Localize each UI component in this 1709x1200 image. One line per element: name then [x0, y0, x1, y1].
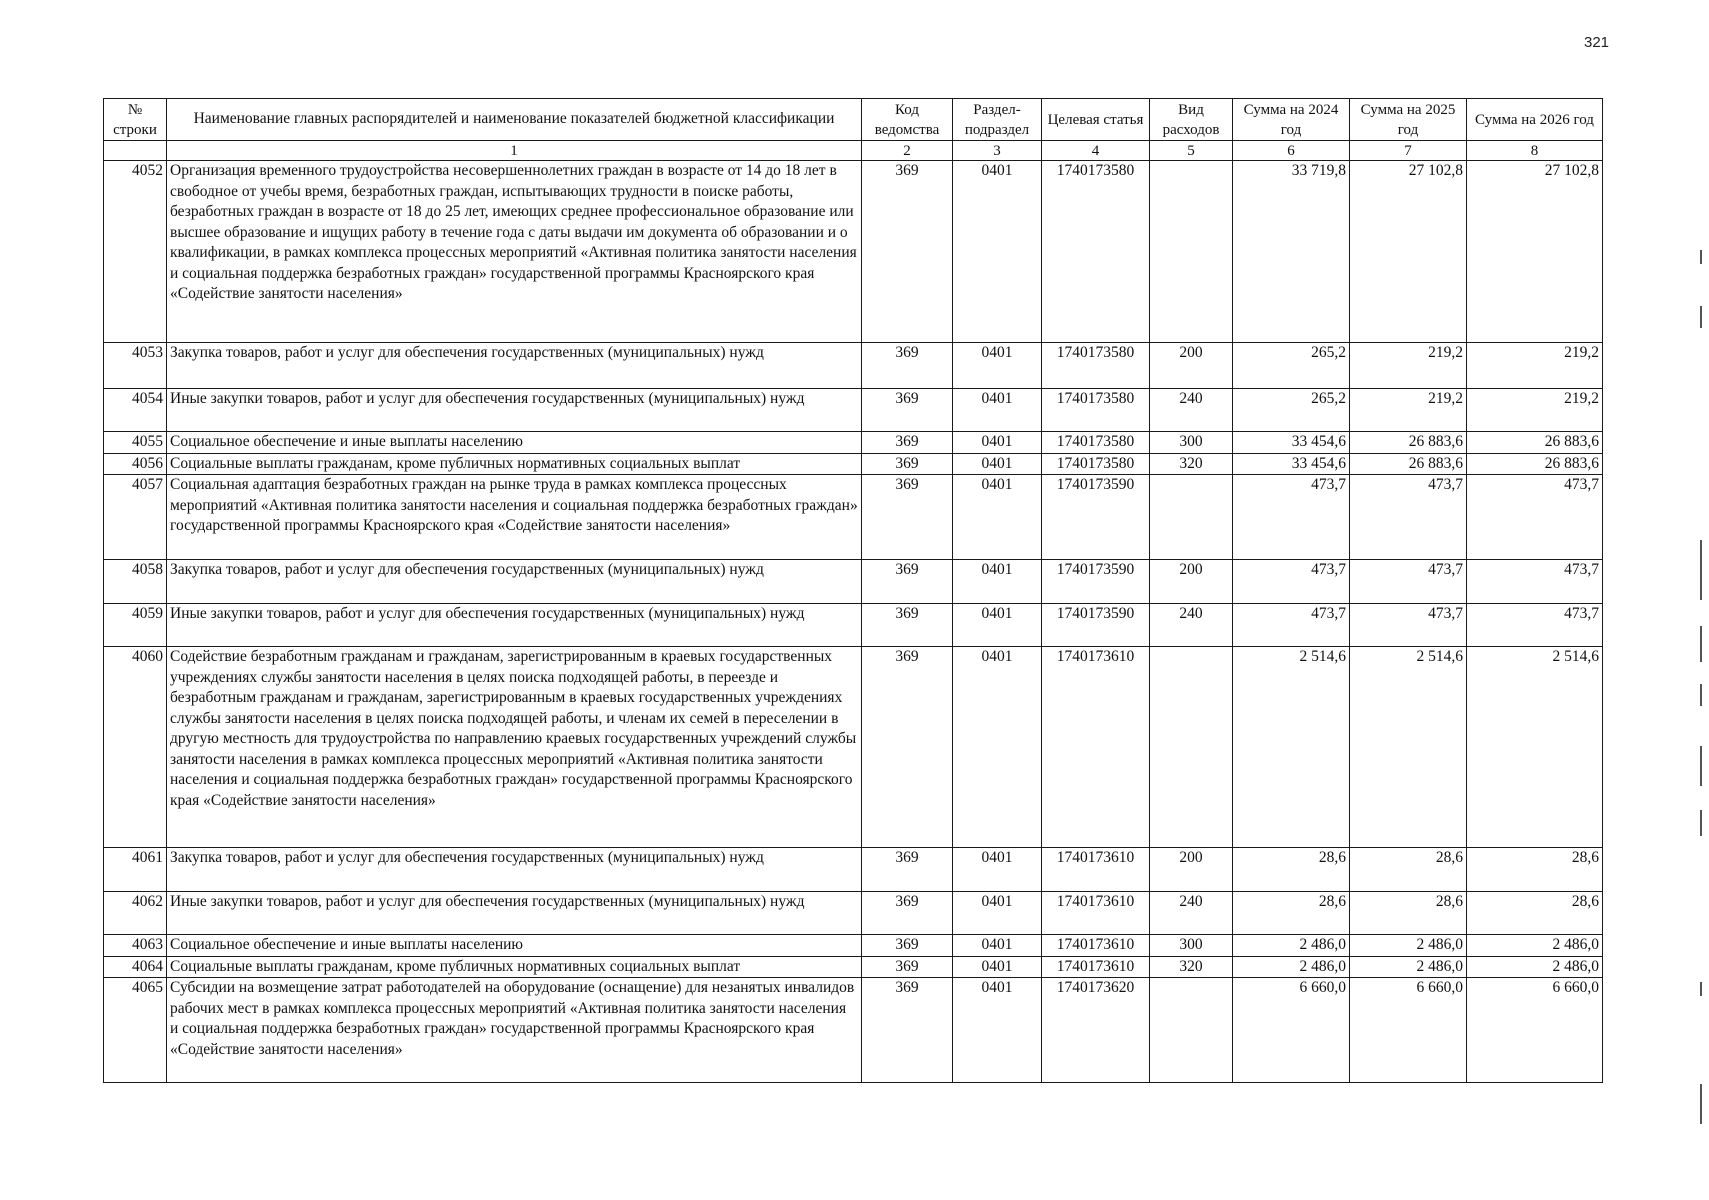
header-dept-code: Код ведомства [862, 99, 953, 141]
row-sum-2025: 219,2 [1350, 389, 1467, 432]
column-number-row [104, 141, 1603, 161]
row-dept-code: 369 [862, 475, 953, 560]
header-sum-2026: Сумма на 2026 год [1467, 99, 1603, 141]
row-sum-2024: 6 660,0 [1233, 978, 1350, 1083]
header-sum-2024: Сумма на 2024 год [1233, 99, 1350, 141]
row-number: 4054 [104, 389, 167, 432]
row-target: 1740173580 [1042, 161, 1150, 343]
row-dept-code: 369 [862, 343, 953, 389]
row-number: 4055 [104, 432, 167, 454]
row-target: 1740173610 [1042, 892, 1150, 935]
row-name: Иные закупки товаров, работ и услуг для обеспечения государственных (муниципальных) нужд [167, 892, 862, 935]
row-sum-2024: 33 454,6 [1233, 432, 1350, 454]
row-number: 4056 [104, 453, 167, 475]
scan-edge-mark [1700, 626, 1702, 662]
row-sum-2026: 473,7 [1467, 604, 1603, 647]
table-row [104, 389, 1603, 432]
row-sum-2025: 6 660,0 [1350, 978, 1467, 1083]
column-number: 6 [1233, 141, 1350, 161]
row-sum-2026: 27 102,8 [1467, 161, 1603, 343]
row-expense-type: 200 [1150, 560, 1233, 604]
row-name: Социальная адаптация безработных граждан на рынке труда в рамках комплекса процессных мероприятий «Активная политика занятости населения и социальная поддержка безработных граждан» государственной программы Красноярского края «Содействие занятости населения» [167, 475, 862, 560]
row-sum-2024: 265,2 [1233, 389, 1350, 432]
row-name: Социальное обеспечение и иные выплаты населению [167, 432, 862, 454]
row-target: 1740173590 [1042, 560, 1150, 604]
row-section: 0401 [953, 389, 1042, 432]
row-sum-2025: 219,2 [1350, 343, 1467, 389]
row-sum-2026: 26 883,6 [1467, 453, 1603, 475]
row-sum-2024: 28,6 [1233, 892, 1350, 935]
row-dept-code: 369 [862, 453, 953, 475]
table-row [104, 604, 1603, 647]
row-section: 0401 [953, 848, 1042, 892]
row-number: 4057 [104, 475, 167, 560]
row-sum-2026: 26 883,6 [1467, 432, 1603, 454]
row-number: 4063 [104, 935, 167, 957]
row-dept-code: 369 [862, 978, 953, 1083]
row-sum-2026: 2 514,6 [1467, 647, 1603, 848]
row-name: Закупка товаров, работ и услуг для обеспечения государственных (муниципальных) нужд [167, 343, 862, 389]
row-section: 0401 [953, 161, 1042, 343]
header-row-no: № строки [104, 99, 167, 141]
row-target: 1740173610 [1042, 935, 1150, 957]
row-target: 1740173610 [1042, 848, 1150, 892]
row-number: 4053 [104, 343, 167, 389]
row-name: Организация временного трудоустройства несовершеннолетних граждан в возрасте от 14 до 18 лет в свободное от учебы время, безработных граждан, испытывающих трудности в поиске работы, безработных граждан в возрасте от 18 до 25 лет, имеющих среднее профессиональное образование или высшее образование и ищущих работу в течение года с даты выдачи им документа об образовании и о квалификации, в рамках комплекса процессных мероприятий «Активная политика занятости населения и социальная поддержка безработных граждан» государственной программы Красноярского края «Содействие занятости населения» [167, 161, 862, 343]
row-sum-2025: 2 486,0 [1350, 935, 1467, 957]
row-sum-2026: 219,2 [1467, 389, 1603, 432]
row-target: 1740173580 [1042, 432, 1150, 454]
table-row [104, 935, 1603, 957]
row-sum-2024: 2 486,0 [1233, 956, 1350, 978]
row-sum-2024: 473,7 [1233, 475, 1350, 560]
table-row [104, 432, 1603, 454]
row-target: 1740173610 [1042, 956, 1150, 978]
row-dept-code: 369 [862, 935, 953, 957]
row-name: Иные закупки товаров, работ и услуг для обеспечения государственных (муниципальных) нужд [167, 604, 862, 647]
scan-edge-mark [1700, 684, 1702, 706]
scan-edge-mark [1700, 982, 1702, 996]
row-sum-2026: 2 486,0 [1467, 956, 1603, 978]
column-number: 2 [862, 141, 953, 161]
row-expense-type: 300 [1150, 935, 1233, 957]
table-row [104, 161, 1603, 343]
row-name: Иные закупки товаров, работ и услуг для обеспечения государственных (муниципальных) нужд [167, 389, 862, 432]
row-dept-code: 369 [862, 161, 953, 343]
row-section: 0401 [953, 453, 1042, 475]
row-expense-type: 320 [1150, 453, 1233, 475]
row-dept-code: 369 [862, 604, 953, 647]
row-number: 4052 [104, 161, 167, 343]
row-sum-2026: 473,7 [1467, 475, 1603, 560]
row-sum-2025: 28,6 [1350, 892, 1467, 935]
row-expense-type: 240 [1150, 892, 1233, 935]
header-row [104, 99, 1603, 141]
row-name: Закупка товаров, работ и услуг для обеспечения государственных (муниципальных) нужд [167, 560, 862, 604]
row-sum-2024: 2 486,0 [1233, 935, 1350, 957]
column-number: 5 [1150, 141, 1233, 161]
row-dept-code: 369 [862, 848, 953, 892]
row-sum-2025: 26 883,6 [1350, 432, 1467, 454]
row-target: 1740173580 [1042, 343, 1150, 389]
row-dept-code: 369 [862, 432, 953, 454]
row-sum-2025: 473,7 [1350, 560, 1467, 604]
row-section: 0401 [953, 432, 1042, 454]
row-expense-type: 240 [1150, 604, 1233, 647]
header-name: Наименование главных распорядителей и наименование показателей бюджетной классификации [167, 99, 862, 141]
row-sum-2025: 2 514,6 [1350, 647, 1467, 848]
row-sum-2025: 2 486,0 [1350, 956, 1467, 978]
column-number: 1 [167, 141, 862, 161]
row-section: 0401 [953, 647, 1042, 848]
row-sum-2024: 33 719,8 [1233, 161, 1350, 343]
table-row [104, 453, 1603, 475]
row-sum-2025: 26 883,6 [1350, 453, 1467, 475]
page-number: 321 [1584, 34, 1610, 51]
row-expense-type: 240 [1150, 389, 1233, 432]
row-sum-2026: 473,7 [1467, 560, 1603, 604]
row-expense-type: 320 [1150, 956, 1233, 978]
row-expense-type: 300 [1150, 432, 1233, 454]
row-sum-2024: 33 454,6 [1233, 453, 1350, 475]
row-number: 4062 [104, 892, 167, 935]
row-dept-code: 369 [862, 956, 953, 978]
row-name: Социальные выплаты гражданам, кроме публичных нормативных социальных выплат [167, 453, 862, 475]
row-expense-type [1150, 475, 1233, 560]
row-name: Социальные выплаты гражданам, кроме публичных нормативных социальных выплат [167, 956, 862, 978]
table-row [104, 647, 1603, 848]
row-sum-2025: 473,7 [1350, 475, 1467, 560]
table-header [104, 99, 1603, 161]
row-number: 4059 [104, 604, 167, 647]
row-sum-2026: 28,6 [1467, 892, 1603, 935]
row-section: 0401 [953, 560, 1042, 604]
header-section: Раздел-подраздел [953, 99, 1042, 141]
row-number: 4065 [104, 978, 167, 1083]
table-row [104, 848, 1603, 892]
row-expense-type: 200 [1150, 343, 1233, 389]
table-body [104, 161, 1603, 1083]
row-sum-2024: 265,2 [1233, 343, 1350, 389]
row-section: 0401 [953, 892, 1042, 935]
row-name: Содействие безработным гражданам и гражданам, зарегистрированным в краевых государственных учреждениях службы занятости населения в целях поиска подходящей работы, в переезде и безработным гражданам и гражданам, зарегистрированным в краевых государственных учреждениях службы занятости населения в целях поиска подходящей работы, и членам их семей в переселении в другую местность для трудоустройства по направлению краевых государственных учреждений службы занятости населения в рамках комплекса процессных мероприятий «Активная политика занятости населения и социальная поддержка безработных граждан» государственной программы Красноярского края «Содействие занятости населения» [167, 647, 862, 848]
row-number: 4058 [104, 560, 167, 604]
row-section: 0401 [953, 956, 1042, 978]
scan-edge-mark [1700, 810, 1702, 836]
row-sum-2024: 2 514,6 [1233, 647, 1350, 848]
row-section: 0401 [953, 343, 1042, 389]
row-sum-2024: 473,7 [1233, 604, 1350, 647]
row-section: 0401 [953, 978, 1042, 1083]
row-target: 1740173590 [1042, 604, 1150, 647]
table-row [104, 475, 1603, 560]
scan-edge-mark [1700, 306, 1702, 328]
row-section: 0401 [953, 475, 1042, 560]
row-sum-2026: 2 486,0 [1467, 935, 1603, 957]
row-section: 0401 [953, 604, 1042, 647]
row-expense-type [1150, 978, 1233, 1083]
row-sum-2024: 473,7 [1233, 560, 1350, 604]
row-sum-2025: 27 102,8 [1350, 161, 1467, 343]
scan-edge-mark [1700, 746, 1702, 786]
header-expense-type: Вид расходов [1150, 99, 1233, 141]
column-number: 3 [953, 141, 1042, 161]
row-sum-2026: 6 660,0 [1467, 978, 1603, 1083]
table-row [104, 956, 1603, 978]
row-number: 4064 [104, 956, 167, 978]
row-dept-code: 369 [862, 892, 953, 935]
row-dept-code: 369 [862, 389, 953, 432]
row-sum-2024: 28,6 [1233, 848, 1350, 892]
scan-edge-mark [1700, 540, 1702, 600]
row-dept-code: 369 [862, 647, 953, 848]
budget-table [103, 98, 1603, 1083]
row-target: 1740173610 [1042, 647, 1150, 848]
row-number: 4061 [104, 848, 167, 892]
row-sum-2026: 219,2 [1467, 343, 1603, 389]
row-name: Субсидии на возмещение затрат работодателей на оборудование (оснащение) для незанятых инвалидов рабочих мест в рамках комплекса процессных мероприятий «Активная политика занятости населения и социальная поддержка безработных граждан» государственной программы Красноярского края «Содействие занятости населения» [167, 978, 862, 1083]
table-row [104, 343, 1603, 389]
row-expense-type [1150, 161, 1233, 343]
table-row [104, 892, 1603, 935]
row-name: Социальное обеспечение и иные выплаты населению [167, 935, 862, 957]
table-row [104, 560, 1603, 604]
column-number [104, 141, 167, 161]
row-target: 1740173580 [1042, 453, 1150, 475]
row-name: Закупка товаров, работ и услуг для обеспечения государственных (муниципальных) нужд [167, 848, 862, 892]
row-target: 1740173620 [1042, 978, 1150, 1083]
column-number: 8 [1467, 141, 1603, 161]
scan-edge-mark [1700, 250, 1702, 264]
row-dept-code: 369 [862, 560, 953, 604]
row-sum-2026: 28,6 [1467, 848, 1603, 892]
header-sum-2025: Сумма на 2025 год [1350, 99, 1467, 141]
header-target: Целевая статья [1042, 99, 1150, 141]
scan-edge-mark [1700, 1084, 1702, 1124]
row-number: 4060 [104, 647, 167, 848]
row-section: 0401 [953, 935, 1042, 957]
table-row [104, 978, 1603, 1083]
row-sum-2025: 28,6 [1350, 848, 1467, 892]
row-expense-type [1150, 647, 1233, 848]
row-sum-2025: 473,7 [1350, 604, 1467, 647]
column-number: 7 [1350, 141, 1467, 161]
row-target: 1740173580 [1042, 389, 1150, 432]
row-target: 1740173590 [1042, 475, 1150, 560]
column-number: 4 [1042, 141, 1150, 161]
row-expense-type: 200 [1150, 848, 1233, 892]
